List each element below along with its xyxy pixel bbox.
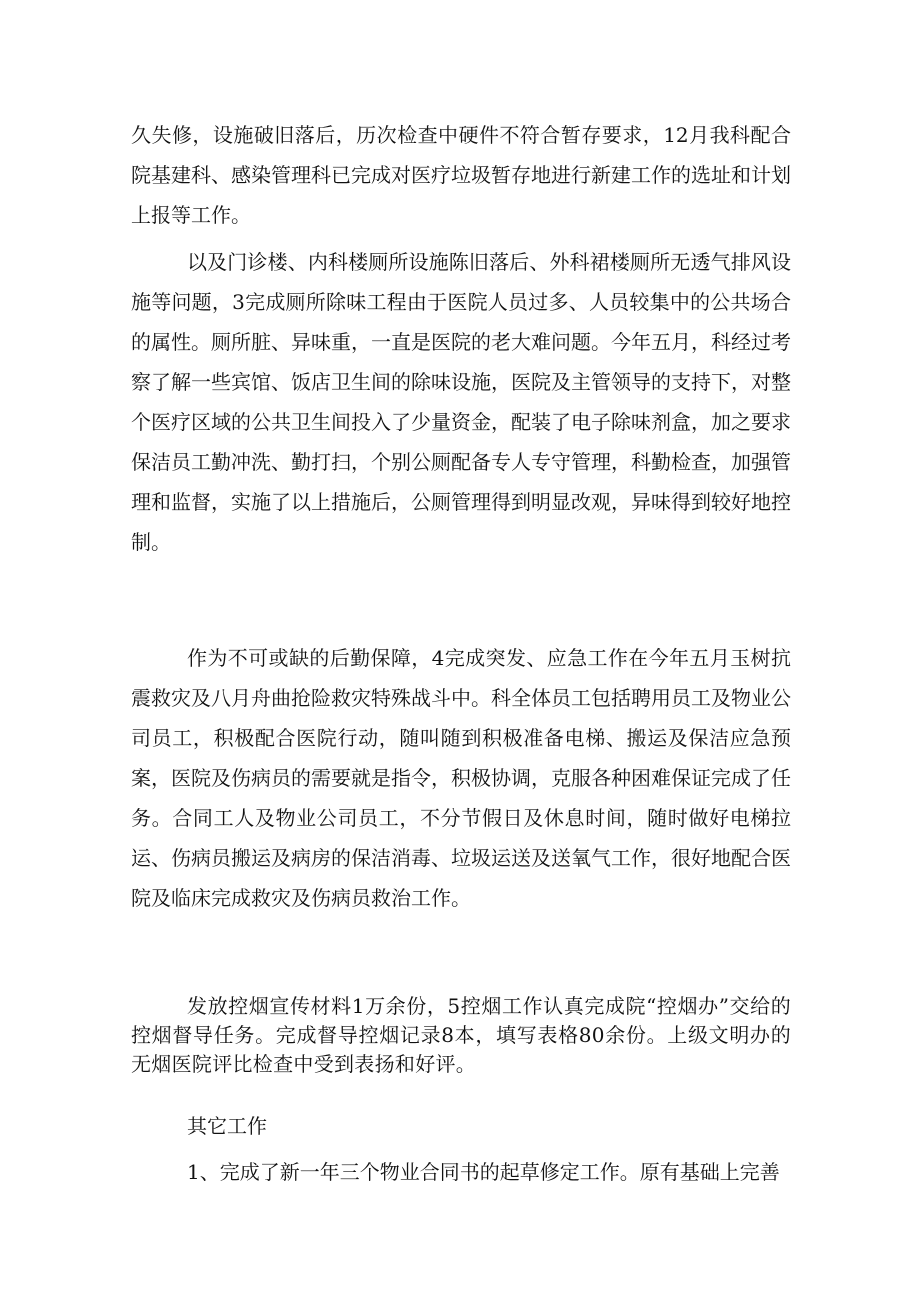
paragraph-emergency-work: 作为不可或缺的后勤保障，4完成突发、应急工作在今年五月玉树抗震救灾及八月舟曲抢险救灾特殊战斗中。科全体员工包括聘用员工及物业公司员工，积极配合医院行动，随叫随到积极准备电梯、搬运及保洁应急预案，医院及伤病员的需要就是指令，积极协调，克服各种困难保证完成了任务。合同工人及物业公司员工，不分节假日及休息时间，随时做好电梯拉运、伤病员搬运及病房的保洁消毒、垃圾运送及送氧气工作，很好地配合医院及临床完成救灾及伤病员救治工作。 xyxy=(131,646,791,910)
section-heading-other-work: 其它工作 xyxy=(187,1114,267,1138)
paragraph-toilet-deodorization: 以及门诊楼、内科楼厕所设施陈旧落后、外科裙楼厕所无透气排风设施等问题，3完成厕所除味工程由于医院人员过多、人员较集中的公共场合的属性。厕所脏、异味重，一直是医院的老大难问题。今年五月，科经过考察了解一些宾馆、饭店卫生间的除味设施，医院及主管领导的支持下，对整个医疗区域的公共卫生间投入了少量资金，配装了电子除味剂盒，加之要求保洁员工勤冲洗、勤打扫，个别公厕配备专人专守管理，科勤检查，加强管理和监督，实施了以上措施后，公厕管理得到明显改观，异味得到较好地控制。 xyxy=(131,250,791,554)
paragraph-property-contracts: 1、完成了新一年三个物业合同书的起草修定工作。原有基础上完善 xyxy=(187,1160,780,1184)
paragraph-medical-waste-storage: 久失修，设施破旧落后，历次检查中硬件不符合暂存要求，12月我科配合院基建科、感染管理科已完成对医疗垃圾暂存地进行新建工作的选址和计划上报等工作。 xyxy=(131,123,791,227)
paragraph-tobacco-control: 发放控烟宣传材料1万余份，5控烟工作认真完成院“控烟办”交给的控烟督导任务。完成督导控烟记录8本，填写表格80余份。上级文明办的无烟医院评比检查中受到表扬和好评。 xyxy=(131,994,791,1076)
